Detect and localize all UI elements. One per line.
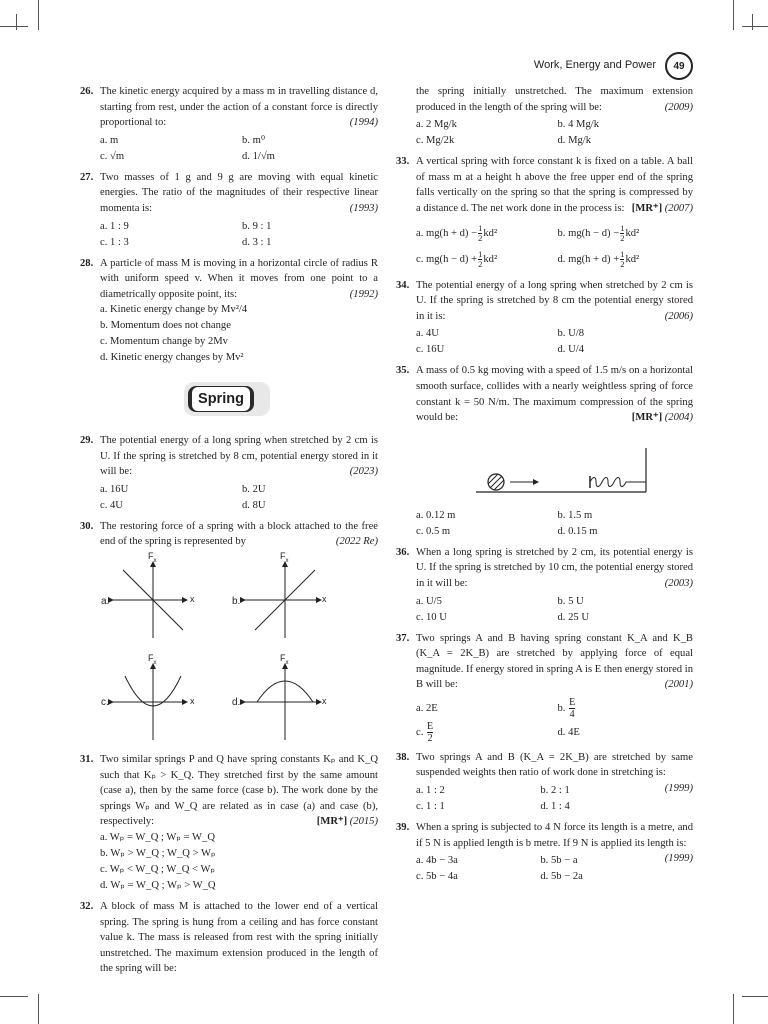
question-26: 26. The kinetic energy acquired by a mass m in travelling distance d, starting from rest, under the action of a constant force is directly proportional to: (1994) a. m b. m⁰ c. √m d. 1/√m	[80, 86, 378, 162]
question-35: 35. A mass of 0.5 kg moving with a speed of 1.5 m/s on a horizontal smooth surface, collides with a nearly weightless spring of force constant k = 50 N/m. The maximum compression of the spring would be: [MR⁺] (2004) a. 0.12 m b. 1.5 m c. 0.5 m d. 0.15 m	[396, 363, 693, 539]
question-32-continued: the spring initially unstretched. The maximum extension produced in the length of the spring will be: (2009) a. 2 Mg/k b. 4 Mg/k c. Mg/2k d. Mg/k	[416, 86, 693, 147]
graph-d	[245, 664, 321, 740]
graph-a	[113, 562, 187, 638]
question-39: 39. When a spring is subjected to 4 N force its length is a metre, and if 5 N is applied length is b metre. If 9 N is applied its length is: (1999) a. 4b − 3a b. 5b − a c. 5b − 4a d. 5b − 2a	[396, 822, 693, 883]
ball-spring-figure	[446, 436, 706, 506]
question-27: 27. Two masses of 1 g and 9 g are moving with equal kinetic energies. The ratio of the magnitudes of their respective linear momenta is: (1993) a. 1 : 9 b. 9 : 1 c. 1 : 3 d. 3 : 1	[80, 171, 378, 248]
question-34: 34. The potential energy of a long spring when stretched by 2 cm is U. If the spring is stretched by 8 cm the potential energy stored in it is: (2006) a. 4U b. U/8 c. 16U d. U/4	[396, 279, 693, 356]
question-36: 36. When a long spring is stretched by 2 cm, its potential energy is U. If the spring is stretched by 10 cm, the potential energy stored in it will be: (2003) a. U/5 b. 5 U c. 10 U d. 25 U	[396, 546, 693, 623]
question-32: 32. A block of mass M is attached to the lower end of a vertical spring. The spring is hung from a ceiling and has force constant value k. The mass is released from rest with the spring initially unstretched. The maximum extension produced in the length of the spring will be:	[80, 900, 378, 975]
question-29: 29. The potential energy of a long spring when stretched by 2 cm is U. If the spring is stretched by 8 cm, potential energy stored in it will be: (2023) a. 16U b. 2U c. 4U d. 8U	[80, 435, 378, 511]
question-31: 31. Two similar springs P and Q have spring constants Kₚ and K_Q such that Kₚ > K_Q. They stretched first by the same amount (case a), then by the same force (case b). The work done by the springs Wₚ and W_Q are related as in case (a) and case (b), respectively: [MR⁺] (2015) a. Wₚ = W_Q ; Wₚ = W_Q b. Wₚ > W_Q ; W_Q > Wₚ c. Wₚ < W_Q ; W_Q < Wₚ d. Wₚ = W_Q ; Wₚ > W_Q	[80, 754, 378, 891]
graph-c	[113, 664, 187, 740]
question-33: 33. A vertical spring with force constant k is fixed on a table. A ball of mass m at a height h above the free upper end of the spring falls vertically on the spring so that the spring is compressed by a distance d. The net work done in the process is: [MR⁺] (2007) a. mg(h + d) − $\frac{1}{2}$ kd² b. mg(h − d) − $\frac{1}{2}$ kd² c. mg(h − d) + $\frac{1}{2}$ kd² d. mg(h + d) + $\frac{1}{2}$ kd²	[396, 156, 693, 269]
question-28: 28. A particle of mass M is moving in a horizontal circle of radius R with uniform speed v. When it moves from one point to a diametrically opposite point, its: (1992) a. Kinetic energy change by Mv²/4 b. Momentum does not change c. Momentum change by 2Mv d. Kinetic energy changes by Mv²	[80, 257, 378, 364]
chapter-title: Work, Energy and Power	[533, 59, 656, 71]
page-number: 49	[665, 52, 693, 80]
question-38: 38. Two springs A and B (K_A = 2K_B) are stretched by same suspended weights then ratio of work done in stretching is: (1999) a. 1 : 2 b. 2 : 1 c. 1 : 1 d. 1 : 4	[396, 751, 693, 813]
restoring-force-graphs	[95, 548, 355, 748]
section-badge: Spring	[184, 382, 270, 416]
question-37: 37. Two springs A and B having spring constant K_A and K_B (K_A = 2K_B) are stretched by applying force of equal magnitude. If energy stored in spring A is E then energy stored in B will be: (2001) a. 2E b. $\frac{E}{4}$ c. $\frac{E}{2}$ d. 4E	[396, 632, 693, 744]
question-30: 30. The restoring force of a spring with a block attached to the free end of the spring is represented by (2022 Re)	[80, 520, 378, 548]
graph-b	[245, 562, 321, 638]
